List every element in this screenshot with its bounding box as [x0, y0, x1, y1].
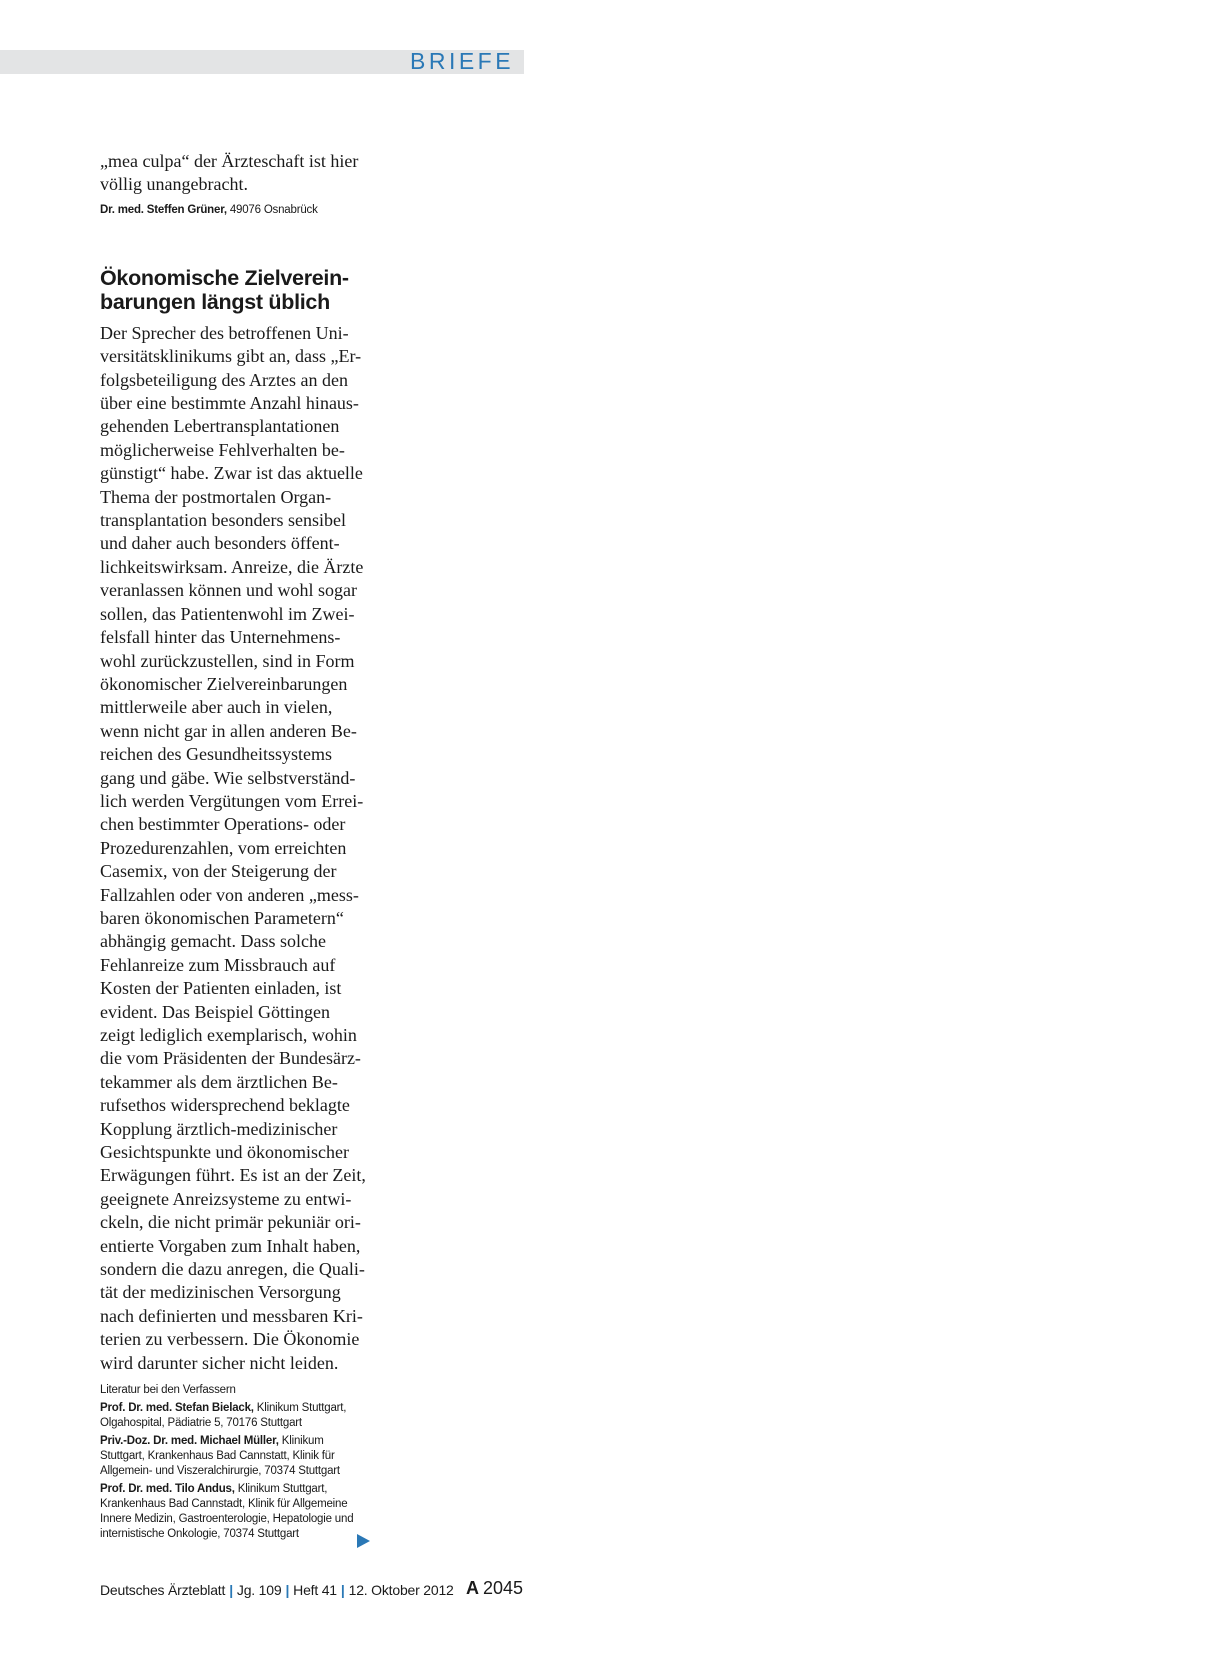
- author-affiliation: Innere Medizin, Gastroenterologie, Hepatologie und: [100, 1513, 354, 1526]
- letter2-headline: [100, 266, 390, 314]
- journal-issue: Heft 41: [293, 1582, 337, 1598]
- literature-note: Literatur bei den Verfassern: [100, 1384, 236, 1397]
- author-affiliation: Klinikum: [278, 1435, 324, 1448]
- author-name: Prof. Dr. med. Tilo Andus,: [100, 1483, 235, 1496]
- footer-separator: |: [229, 1582, 233, 1598]
- body-line: die vom Präsidenten der Bundesärz-: [100, 1048, 361, 1069]
- body-line: ckeln, die nicht primär pekuniär ori-: [100, 1212, 361, 1233]
- body-line: zeigt lediglich exemplarisch, wohin: [100, 1025, 357, 1045]
- author-affiliation: Klinikum Stuttgart,: [234, 1483, 328, 1496]
- author-byline: [100, 1401, 390, 1431]
- author-byline: [100, 1434, 390, 1479]
- headline-line: Ökonomische Zielverein-: [100, 265, 349, 290]
- body-line: veranlassen können und wohl sogar: [100, 580, 357, 601]
- body-line: Fallzahlen oder von anderen „mess-: [100, 884, 359, 905]
- body-line: wenn nicht gar in allen anderen Be-: [100, 720, 357, 741]
- body-line: über eine bestimmte Anzahl hinaus-: [100, 393, 359, 414]
- author-affiliation: Olgahospital, Pädiatrie 5, 70176 Stuttgart: [100, 1417, 302, 1430]
- body-line: evident. Das Beispiel Göttingen: [100, 1001, 330, 1022]
- body-line: nach definierten und messbaren Kri-: [100, 1305, 363, 1326]
- body-line: chen bestimmter Operations- oder: [100, 814, 346, 835]
- body-line: Gesichtspunkte und ökonomischer: [100, 1142, 349, 1163]
- author-affiliation: Klinikum Stuttgart,: [253, 1402, 347, 1415]
- body-line: baren ökonomischen Parametern“: [100, 907, 344, 928]
- body-line: transplantation besonders sensibel: [100, 510, 346, 531]
- body-line: abhängig gemacht. Dass solche: [100, 931, 326, 952]
- text-line: völlig unangebracht.: [100, 174, 248, 195]
- author-list: [100, 1401, 390, 1542]
- author-place: 49076 Osnabrück: [226, 203, 318, 216]
- body-line: gang und gäbe. Wie selbstverständ-: [100, 767, 356, 788]
- author-affiliation: Krankenhaus Bad Cannstadt, Klinik für Allgemeine: [100, 1498, 348, 1511]
- letter1-closing: [100, 150, 390, 197]
- body-line: lich werden Vergütungen vom Errei-: [100, 790, 364, 811]
- page-number: [466, 1575, 523, 1601]
- letter2-body: [100, 322, 390, 1375]
- text-column: [100, 150, 390, 1542]
- journal-date: 12. Oktober 2012: [348, 1582, 454, 1598]
- continue-arrow-icon: [357, 1534, 370, 1548]
- text-line: „mea culpa“ der Ärzteschaft ist hier: [100, 151, 359, 171]
- body-line: reichen des Gesundheitssystems: [100, 744, 332, 765]
- author-name: Priv.-Doz. Dr. med. Michael Müller,: [100, 1435, 279, 1448]
- body-line: terien zu verbessern. Die Ökonomie: [100, 1329, 360, 1350]
- body-line: Der Sprecher des betroffenen Uni-: [100, 322, 349, 343]
- author-byline: [100, 1482, 390, 1542]
- body-line: versitätsklinikums gibt an, dass „Er-: [100, 346, 362, 367]
- journal-volume: Jg. 109: [236, 1582, 282, 1598]
- body-line: tekammer als dem ärztlichen Be-: [100, 1071, 338, 1092]
- journal-name: Deutsches Ärzteblatt: [100, 1582, 226, 1598]
- author-name: Dr. med. Steffen Grüner,: [100, 203, 227, 216]
- body-line: Thema der postmortalen Organ-: [100, 486, 332, 507]
- body-line: Prozedurenzahlen, vom erreichten: [100, 837, 347, 858]
- body-line: geeignete Anreizsysteme zu entwi-: [100, 1188, 352, 1209]
- page-number-value: 2045: [483, 1578, 524, 1598]
- author-name: Prof. Dr. med. Stefan Bielack,: [100, 1402, 254, 1415]
- body-line: ökonomischer Zielvereinbarungen: [100, 673, 348, 694]
- footer-separator: |: [285, 1582, 290, 1598]
- body-line: entierte Vorgaben zum Inhalt haben,: [100, 1235, 361, 1256]
- author-affiliation: internistische Onkologie, 70374 Stuttgart: [100, 1528, 299, 1541]
- body-line: günstigt“ habe. Zwar ist das aktuelle: [100, 463, 363, 484]
- body-line: gehenden Lebertransplantationen: [100, 416, 340, 437]
- author-affiliation: Allgemein- und Viszeralchirurgie, 70374 Stuttgart: [100, 1465, 340, 1478]
- section-title: BRIEFE: [410, 48, 515, 74]
- author-affiliation: Stuttgart, Krankenhaus Bad Cannstatt, Klinik für: [100, 1450, 335, 1463]
- body-line: Fehlanreize zum Missbrauch auf: [100, 954, 336, 975]
- body-line: folgsbeteiligung des Arztes an den: [100, 369, 348, 390]
- body-line: Erwägungen führt. Es ist an der Zeit,: [100, 1165, 366, 1186]
- body-line: lichkeitswirksam. Anreize, die Ärzte: [100, 556, 364, 577]
- body-line: felsfall hinter das Unternehmens-: [100, 627, 341, 648]
- body-line: Casemix, von der Steigerung der: [100, 861, 337, 882]
- footer-separator: |: [340, 1582, 345, 1598]
- body-line: sollen, das Patientenwohl im Zwei-: [100, 603, 355, 624]
- headline-line: barungen längst üblich: [100, 289, 330, 314]
- body-line: möglicherweise Fehlverhalten be-: [100, 439, 345, 460]
- body-line: wohl zurückzustellen, sind in Form: [100, 650, 355, 671]
- body-line: mittlerweile aber auch in vielen,: [100, 697, 333, 718]
- page-prefix: A: [466, 1578, 479, 1598]
- body-line: Kopplung ärztlich-medizinischer: [100, 1118, 338, 1139]
- body-line: und daher auch besonders öffent-: [100, 533, 340, 554]
- body-line: rufsethos widersprechend beklagte: [100, 1095, 350, 1116]
- body-line: Kosten der Patienten einladen, ist: [100, 978, 342, 999]
- body-line: wird darunter sicher nicht leiden.: [100, 1352, 339, 1373]
- letter1-byline: [100, 203, 390, 218]
- body-line: tät der medizinischen Versorgung: [100, 1282, 341, 1303]
- body-line: sondern die dazu anregen, die Quali-: [100, 1259, 365, 1280]
